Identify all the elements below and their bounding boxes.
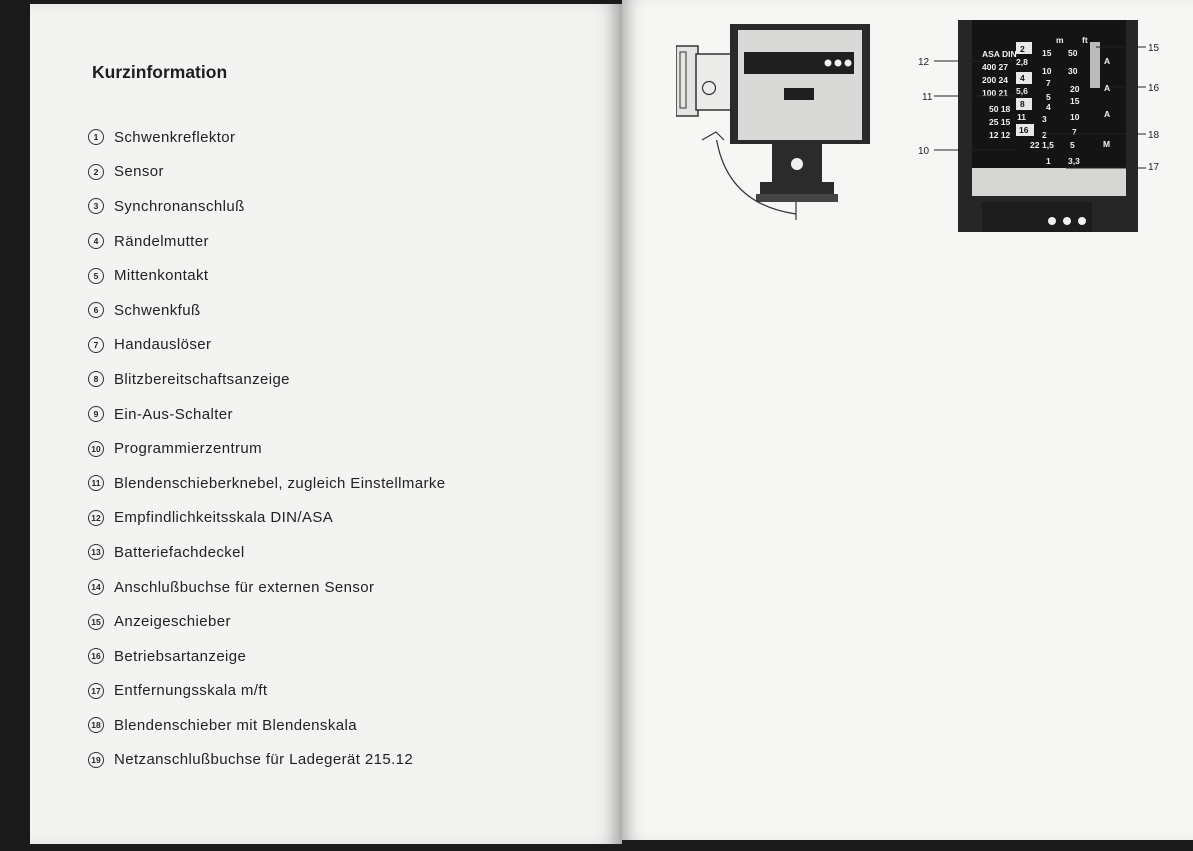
feet-value: 5 xyxy=(1070,140,1075,150)
item-label: Mittenkontakt xyxy=(114,267,209,285)
item-number: 13 xyxy=(88,544,104,560)
list-item xyxy=(88,431,446,466)
feet-value: 15 xyxy=(1070,96,1080,106)
asa-din-value: 12 12 xyxy=(989,130,1011,140)
meter-value: 2 xyxy=(1042,130,1047,140)
item-label: Sensor xyxy=(114,163,164,181)
meter-value: 7 xyxy=(1046,78,1051,88)
item-label: Empfindlichkeitsskala DIN/ASA xyxy=(114,509,334,527)
mode-indicator: A xyxy=(1104,83,1111,93)
feet-value: 3,3 xyxy=(1068,156,1080,166)
list-item xyxy=(88,708,446,743)
item-number: 14 xyxy=(88,579,104,595)
item-label: Ein-Aus-Schalter xyxy=(114,405,233,423)
aperture-value: 5,6 xyxy=(1016,86,1028,96)
item-list xyxy=(88,120,446,777)
feet-value: 30 xyxy=(1068,66,1078,76)
callout-label: 16 xyxy=(1148,83,1160,94)
list-item xyxy=(88,674,446,709)
item-number: 16 xyxy=(88,648,104,664)
page-title: Kurzinformation xyxy=(92,62,228,82)
aperture-value: 8 xyxy=(1020,99,1025,109)
meter-value: 10 xyxy=(1042,66,1052,76)
feet-value: 50 xyxy=(1068,48,1078,58)
mode-indicator: M xyxy=(1103,139,1111,149)
list-item xyxy=(88,466,446,501)
item-number: 7 xyxy=(88,337,104,353)
list-item xyxy=(88,120,446,155)
item-number: 17 xyxy=(88,683,104,699)
item-number: 1 xyxy=(88,129,104,145)
asa-din-value: 50 18 xyxy=(989,104,1011,114)
list-item xyxy=(88,155,446,190)
list-item xyxy=(88,501,446,536)
item-number: 8 xyxy=(88,371,104,387)
mode-indicator: A xyxy=(1104,56,1111,66)
item-label: Handauslöser xyxy=(114,336,212,354)
aperture-value: 2 xyxy=(1020,44,1025,54)
item-number: 15 xyxy=(88,614,104,630)
list-item xyxy=(88,535,446,570)
scale-header-m: m xyxy=(1056,35,1064,45)
scale-header-ft: ft xyxy=(1082,35,1088,45)
feet-value: 10 xyxy=(1070,112,1080,122)
list-item xyxy=(88,189,446,224)
item-label: Rändelmutter xyxy=(114,232,209,250)
item-number: 5 xyxy=(88,268,104,284)
item-number: 2 xyxy=(88,164,104,180)
aperture-value: 2,8 xyxy=(1016,57,1028,67)
item-label: Blendenschieber mit Blendenskala xyxy=(114,716,357,734)
list-item xyxy=(88,570,446,605)
item-number: 6 xyxy=(88,302,104,318)
item-number: 10 xyxy=(88,441,104,457)
item-label: Blitzbereitschaftsanzeige xyxy=(114,370,290,388)
list-item xyxy=(88,397,446,432)
meter-value: 1,5 xyxy=(1042,140,1054,150)
callout-label: 11 xyxy=(922,92,933,103)
callout-label: 17 xyxy=(1148,162,1160,173)
aperture-value: 4 xyxy=(1020,73,1025,83)
list-item xyxy=(88,224,446,259)
item-label: Anzeigeschieber xyxy=(114,613,231,631)
feet-value: 7 xyxy=(1072,127,1077,137)
item-label: Blendenschieberknebel, zugleich Einstellmarke xyxy=(114,474,446,492)
callout-label: 10 xyxy=(918,146,930,157)
item-label: Schwenkfuß xyxy=(114,301,201,319)
callout-label: 12 xyxy=(918,57,930,68)
item-label: Programmierzentrum xyxy=(114,440,263,458)
flash-side-view-figure xyxy=(676,22,876,232)
feet-value: 20 xyxy=(1070,84,1080,94)
item-number: 9 xyxy=(88,406,104,422)
item-label: Batteriefachdeckel xyxy=(114,543,245,561)
item-label: Synchronanschluß xyxy=(114,197,245,215)
item-label: Schwenkreflektor xyxy=(114,128,236,146)
aperture-value: 11 xyxy=(1017,112,1026,122)
item-label: Betriebsartanzeige xyxy=(114,647,247,665)
meter-value: 3 xyxy=(1042,114,1047,124)
meter-value: 15 xyxy=(1042,48,1052,58)
mode-indicator: A xyxy=(1104,109,1111,119)
asa-din-value: 100 21 xyxy=(982,88,1008,98)
meter-value: 4 xyxy=(1046,102,1051,112)
list-item xyxy=(88,604,446,639)
list-item xyxy=(88,258,446,293)
asa-din-value: 25 15 xyxy=(989,117,1011,127)
item-label: Anschlußbuchse für externen Sensor xyxy=(114,578,375,596)
item-label: Netzanschlußbuchse für Ladegerät 215.12 xyxy=(114,751,414,769)
list-item xyxy=(88,639,446,674)
list-item xyxy=(88,362,446,397)
callout-label: 18 xyxy=(1148,130,1160,141)
item-number: 11 xyxy=(88,475,104,491)
list-item xyxy=(88,743,446,778)
item-number: 19 xyxy=(88,752,104,768)
item-number: 18 xyxy=(88,717,104,733)
list-item xyxy=(88,293,446,328)
item-number: 3 xyxy=(88,198,104,214)
item-number: 12 xyxy=(88,510,104,526)
item-number: 4 xyxy=(88,233,104,249)
aperture-value: 16 xyxy=(1019,125,1029,135)
item-label: Entfernungsskala m/ft xyxy=(114,682,268,700)
scale-header-asa-din: ASA DIN xyxy=(982,49,1017,59)
asa-din-value: 200 24 xyxy=(982,75,1008,85)
callout-label: 15 xyxy=(1148,43,1160,54)
meter-value: 1 xyxy=(1046,156,1051,166)
programming-center-figure xyxy=(910,20,1170,235)
aperture-value: 22 xyxy=(1030,140,1040,150)
list-item xyxy=(88,328,446,363)
meter-value: 5 xyxy=(1046,92,1051,102)
asa-din-value: 400 27 xyxy=(982,62,1008,72)
